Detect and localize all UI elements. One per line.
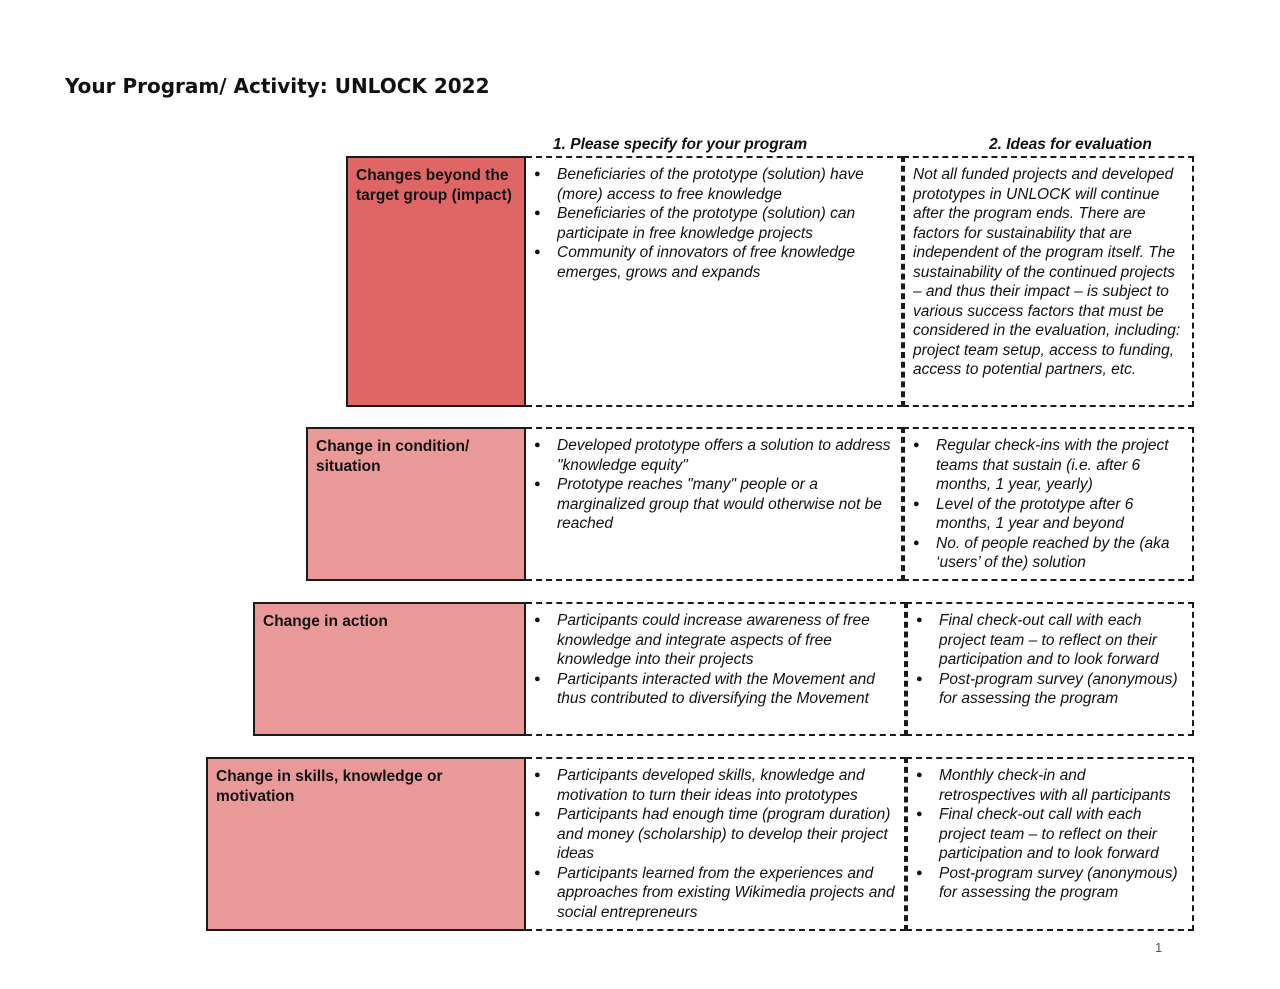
program-cell-impact [526,156,903,407]
list-item: ● Monthly check-in and retrospectives with all participants [916,766,1186,805]
list-item: ● Prototype reaches "many" people or a marginalized group that would otherwise not be reached [534,475,895,534]
list-item: ● Beneficiaries of the prototype (solution) can participate in free knowledge projects [534,204,895,243]
list-item: ● Level of the prototype after 6 months, 1 year and beyond [913,495,1186,534]
evaluation-text: Not all funded projects and developed prototypes in UNLOCK will continue after the program ends. There are factors for sustainability that are independent of the program itself. The sustainability of the continued projects – and thus their impact – is subject to various success factors that must be considered in the evaluation, including: project team setup, access to funding, access to potential partners, etc. [913,166,1181,378]
list-item: ● Participants developed skills, knowledge and motivation to turn their ideas into prototypes [534,766,898,805]
evaluation-cell-impact [903,156,1194,407]
program-cell-skills [526,757,906,931]
row-label-condition [306,427,526,581]
list-item: ● Developed prototype offers a solution to address "knowledge equity" [534,436,895,475]
evaluation-cell-skills [906,757,1194,931]
row-label-skills [206,757,526,931]
list-item: ● Final check-out call with each project team – to reflect on their participation and to look forward [916,805,1186,864]
list-item: ● Regular check-ins with the project teams that sustain (i.e. after 6 months, 1 year, yearly) [913,436,1186,495]
list-item: ● Participants interacted with the Movement and thus contributed to diversifying the Movement [534,670,898,709]
list-item: ● Participants could increase awareness of free knowledge and integrate aspects of free knowledge into their projects [534,611,898,670]
row-label-text: Change in skills, knowledge or motivation [216,768,443,805]
row-label-text: Change in action [263,613,388,630]
list-item: ● Beneficiaries of the prototype (solution) have (more) access to free knowledge [534,165,895,204]
list-item: ● No. of people reached by the (aka ‘users’ of the) solution [913,534,1186,573]
list-item: ● Final check-out call with each project team – to reflect on their participation and to look forward [916,611,1186,670]
list-item: ● Post-program survey (anonymous) for assessing the program [916,864,1186,903]
column-heading-evaluation: 2. Ideas for evaluation [989,136,1152,153]
row-label-text: Change in condition/ situation [316,438,470,475]
column-heading-program: 1. Please specify for your program [553,136,808,153]
evaluation-cell-action [906,602,1194,736]
page-number: 1 [1155,940,1163,955]
row-label-impact [346,156,526,407]
row-label-action [253,602,526,736]
list-item: ● Community of innovators of free knowledge emerges, grows and expands [534,243,895,282]
program-cell-condition [526,427,903,581]
evaluation-cell-condition [903,427,1194,581]
list-item: ● Participants learned from the experiences and approaches from existing Wikimedia projects and social entrepreneurs [534,864,898,923]
program-cell-action [526,602,906,736]
row-label-text: Changes beyond the target group (impact) [356,167,512,204]
page-title: Your Program/ Activity: UNLOCK 2022 [65,74,490,98]
list-item: ● Post-program survey (anonymous) for assessing the program [916,670,1186,709]
list-item: ● Participants had enough time (program duration) and money (scholarship) to develop their project ideas [534,805,898,864]
